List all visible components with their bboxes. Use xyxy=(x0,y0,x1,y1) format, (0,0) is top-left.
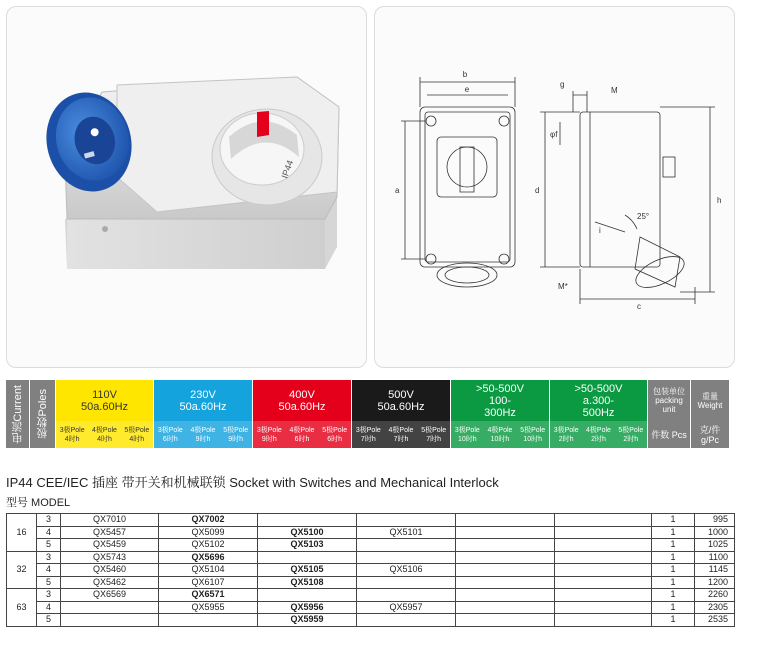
voltage-header-line1: 400V xyxy=(289,388,315,401)
cell-c5 xyxy=(456,526,555,539)
cell-pack: 1 xyxy=(652,601,695,614)
cell-amp xyxy=(7,614,37,627)
pole-hour-label xyxy=(60,426,85,444)
cell-c1 xyxy=(61,614,159,627)
cell-c3: QX5956 xyxy=(258,601,357,614)
weight-header-bottom: 克/件 g/Pc xyxy=(699,424,721,445)
voltage-header-line2: 50a.60Hz xyxy=(377,400,425,413)
pole-hour-label xyxy=(223,426,248,444)
dim-m-star: M* xyxy=(558,282,568,291)
cell-c2: QX5955 xyxy=(159,601,258,614)
cell-pack: 1 xyxy=(652,614,695,627)
product-photo xyxy=(7,7,366,367)
cell-c4 xyxy=(357,589,456,602)
table-row xyxy=(7,601,735,614)
hour-label: 2时h xyxy=(591,435,606,443)
pole-label: 3极Pole xyxy=(157,426,183,434)
voltage-header-line1: 230V xyxy=(190,388,216,401)
cell-amp xyxy=(7,514,37,527)
voltage-header-table xyxy=(6,380,734,448)
cell-poles: 5 xyxy=(37,576,61,589)
dimension-drawing-panel xyxy=(374,6,735,368)
cell-weight: 2535 xyxy=(695,614,735,627)
table-row xyxy=(7,526,735,539)
cell-amp: 16 xyxy=(7,526,37,539)
cell-poles: 4 xyxy=(37,526,61,539)
cell-c1: QX5460 xyxy=(61,564,159,577)
cell-poles: 3 xyxy=(37,589,61,602)
pole-label: 3极Pole xyxy=(256,426,282,434)
cell-c6 xyxy=(555,539,652,552)
pole-hour-label xyxy=(191,426,216,444)
table-row xyxy=(7,614,735,627)
pole-hour-label xyxy=(488,426,513,444)
hour-label: 7时h xyxy=(393,435,409,443)
dim-i: i xyxy=(599,226,601,235)
packing-header-top: 包装单位 packing unit xyxy=(653,387,685,414)
pole-hour-label xyxy=(290,426,315,444)
cell-pack: 1 xyxy=(652,576,695,589)
hour-label: 6时h xyxy=(162,435,178,443)
cell-weight: 995 xyxy=(695,514,735,527)
table-row xyxy=(7,576,735,589)
cell-poles: 3 xyxy=(37,514,61,527)
pole-hour-label xyxy=(618,426,643,444)
pole-hour-label xyxy=(554,426,579,444)
cell-c5 xyxy=(456,539,555,552)
cell-c6 xyxy=(555,589,652,602)
table-row xyxy=(7,589,735,602)
dim-f: φf xyxy=(550,130,558,139)
pole-label: 5极Pole xyxy=(124,426,150,434)
voltage-header-line2: 50a.60Hz xyxy=(278,400,326,413)
hour-label: 9时h xyxy=(261,435,277,443)
model-table xyxy=(6,513,735,627)
pole-label: 5极Pole xyxy=(618,426,644,434)
pole-hour-label xyxy=(520,426,545,444)
cell-c4 xyxy=(357,551,456,564)
cell-c3: QX5108 xyxy=(258,576,357,589)
cell-c1: QX5459 xyxy=(61,539,159,552)
voltage-header-line1: 500V xyxy=(388,388,414,401)
cell-c6 xyxy=(555,576,652,589)
voltage-header-line2: 50a.60Hz xyxy=(179,400,227,413)
cell-amp: 63 xyxy=(7,601,37,614)
voltage-header-4 xyxy=(451,380,550,448)
cell-c3 xyxy=(258,589,357,602)
cell-poles: 5 xyxy=(37,614,61,627)
poles-header-label: 极数Poles xyxy=(36,389,49,439)
cell-weight: 2260 xyxy=(695,589,735,602)
cell-c2: QX6107 xyxy=(159,576,258,589)
hour-label: 2时h xyxy=(558,435,574,443)
cell-amp: 32 xyxy=(7,564,37,577)
cell-c1: QX5743 xyxy=(61,551,159,564)
cell-c2: QX5696 xyxy=(159,551,258,564)
hour-label: 10时h xyxy=(523,435,542,443)
cell-poles: 5 xyxy=(37,539,61,552)
cell-c4 xyxy=(357,539,456,552)
pole-label: 4极Pole xyxy=(586,426,611,434)
cell-c3: QX5105 xyxy=(258,564,357,577)
cell-amp xyxy=(7,589,37,602)
pole-label: 4极Pole xyxy=(190,426,216,434)
cell-c2: QX5102 xyxy=(159,539,258,552)
cell-c4: QX5106 xyxy=(357,564,456,577)
voltage-header-line1: >50-500V xyxy=(574,382,623,395)
cell-weight: 1000 xyxy=(695,526,735,539)
dim-h: h xyxy=(717,196,722,205)
pole-hour-label xyxy=(322,426,347,444)
cell-c1: QX6569 xyxy=(61,589,159,602)
pole-label: 3极Pole xyxy=(59,426,85,434)
cell-pack: 1 xyxy=(652,539,695,552)
cell-c4: QX5101 xyxy=(357,526,456,539)
cell-c6 xyxy=(555,564,652,577)
cell-c5 xyxy=(456,601,555,614)
hour-label: 7时h xyxy=(426,435,442,443)
voltage-header-1 xyxy=(154,380,253,448)
cell-poles: 4 xyxy=(37,564,61,577)
table-row xyxy=(7,564,735,577)
pole-label: 3极Pole xyxy=(454,426,480,434)
dim-c: c xyxy=(637,302,641,311)
pole-label: 3极Pole xyxy=(553,426,579,434)
hour-label: 10时h xyxy=(457,435,477,443)
cell-pack: 1 xyxy=(652,526,695,539)
model-label: 型号 MODEL xyxy=(6,497,71,509)
cell-c3: QX5959 xyxy=(258,614,357,627)
pole-hour-label xyxy=(455,426,480,444)
voltage-header-2 xyxy=(253,380,352,448)
cell-c1: QX5462 xyxy=(61,576,159,589)
hour-label: 4时h xyxy=(129,435,145,443)
cell-c5 xyxy=(456,589,555,602)
cell-c2: QX5099 xyxy=(159,526,258,539)
pole-hour-label xyxy=(389,426,414,444)
hour-label: 4时h xyxy=(64,435,80,443)
dim-a: a xyxy=(395,186,400,195)
dim-b: b xyxy=(462,70,468,79)
packing-header xyxy=(648,380,691,448)
cell-weight: 1145 xyxy=(695,564,735,577)
cell-c3: QX5103 xyxy=(258,539,357,552)
dim-e: e xyxy=(464,85,470,94)
pole-label: 5极Pole xyxy=(322,426,348,434)
table-row xyxy=(7,539,735,552)
hour-label: 9时h xyxy=(228,435,244,443)
current-header-label: 电流Current xyxy=(11,384,24,444)
voltage-header-line1: 110V xyxy=(92,388,117,401)
packing-header-bottom: 件数 Pcs xyxy=(651,429,687,440)
pole-label: 4极Pole xyxy=(289,426,315,434)
pole-label: 4极Pole xyxy=(487,426,513,434)
cell-c1: QX7010 xyxy=(61,514,159,527)
dimension-drawing xyxy=(375,7,734,367)
cell-c5 xyxy=(456,551,555,564)
voltage-header-line2: a.300- xyxy=(582,394,615,407)
cell-c2: QX6571 xyxy=(159,589,258,602)
cell-c4 xyxy=(357,614,456,627)
cell-c1: QX5457 xyxy=(61,526,159,539)
cell-c4: QX5957 xyxy=(357,601,456,614)
cell-c2: QX7002 xyxy=(159,514,258,527)
cell-weight: 1100 xyxy=(695,551,735,564)
table-row xyxy=(7,514,735,527)
cell-c3 xyxy=(258,514,357,527)
cell-c5 xyxy=(456,564,555,577)
pole-label: 3极Pole xyxy=(355,426,381,434)
cell-amp xyxy=(7,576,37,589)
cell-c6 xyxy=(555,514,652,527)
cell-pack: 1 xyxy=(652,514,695,527)
voltage-header-line2: 100- xyxy=(488,394,512,407)
pole-hour-label xyxy=(257,426,282,444)
current-header xyxy=(6,380,30,448)
voltage-header-line2: 50a.60Hz xyxy=(80,400,129,413)
poles-header xyxy=(30,380,56,448)
hour-label: 7时h xyxy=(360,435,376,443)
weight-header-top: 重量 Weight xyxy=(697,391,723,410)
cell-c2 xyxy=(159,614,258,627)
pole-label: 4极Pole xyxy=(92,426,117,434)
voltage-header-line3: 500Hz xyxy=(582,406,615,419)
cell-c5 xyxy=(456,514,555,527)
pole-hour-label xyxy=(92,426,117,444)
hour-label: 10时h xyxy=(490,435,510,443)
cell-c5 xyxy=(456,614,555,627)
cell-c2: QX5104 xyxy=(159,564,258,577)
pole-label: 5极Pole xyxy=(520,426,546,434)
cell-c6 xyxy=(555,614,652,627)
dim-g: g xyxy=(560,80,565,89)
pole-hour-label xyxy=(124,426,149,444)
cell-c4 xyxy=(357,576,456,589)
hour-label: 2时h xyxy=(623,435,639,443)
dim-d: d xyxy=(535,186,540,195)
pole-label: 5极Pole xyxy=(223,426,249,434)
hour-label: 4时h xyxy=(97,435,112,443)
cell-c5 xyxy=(456,576,555,589)
cell-c4 xyxy=(357,514,456,527)
cell-c1 xyxy=(61,601,159,614)
cell-weight: 1025 xyxy=(695,539,735,552)
table-row xyxy=(7,551,735,564)
voltage-header-line1: >50-500V xyxy=(475,382,524,395)
cell-poles: 4 xyxy=(37,601,61,614)
pole-hour-label xyxy=(158,426,183,444)
cell-amp xyxy=(7,551,37,564)
cell-c6 xyxy=(555,551,652,564)
cell-poles: 3 xyxy=(37,551,61,564)
weight-header xyxy=(691,380,730,448)
cell-weight: 1200 xyxy=(695,576,735,589)
hour-label: 6时h xyxy=(294,435,310,443)
pole-label: 4极Pole xyxy=(388,426,414,434)
cell-pack: 1 xyxy=(652,551,695,564)
cell-weight: 2305 xyxy=(695,601,735,614)
hour-label: 9时h xyxy=(195,435,211,443)
voltage-header-3 xyxy=(352,380,451,448)
dim-m: M xyxy=(611,86,618,95)
cell-pack: 1 xyxy=(652,589,695,602)
switch-marking: IP44 xyxy=(279,158,296,180)
pole-label: 5极Pole xyxy=(421,426,447,434)
cell-c6 xyxy=(555,526,652,539)
pole-hour-label xyxy=(356,426,381,444)
cell-amp xyxy=(7,539,37,552)
voltage-header-5 xyxy=(550,380,648,448)
cell-pack: 1 xyxy=(652,564,695,577)
section-title: IP44 CEE/IEC 插座 带开关和机械联锁 Socket with Switches and Mechanical Interlock xyxy=(6,475,499,490)
dim-angle: 25° xyxy=(637,212,650,221)
cell-c3 xyxy=(258,551,357,564)
hour-label: 6时h xyxy=(327,435,343,443)
voltage-header-0 xyxy=(56,380,154,448)
cell-c6 xyxy=(555,601,652,614)
cell-c3: QX5100 xyxy=(258,526,357,539)
voltage-header-line3: 300Hz xyxy=(484,406,516,419)
pole-hour-label xyxy=(421,426,446,444)
pole-hour-label xyxy=(586,426,611,444)
product-photo-panel xyxy=(6,6,367,368)
